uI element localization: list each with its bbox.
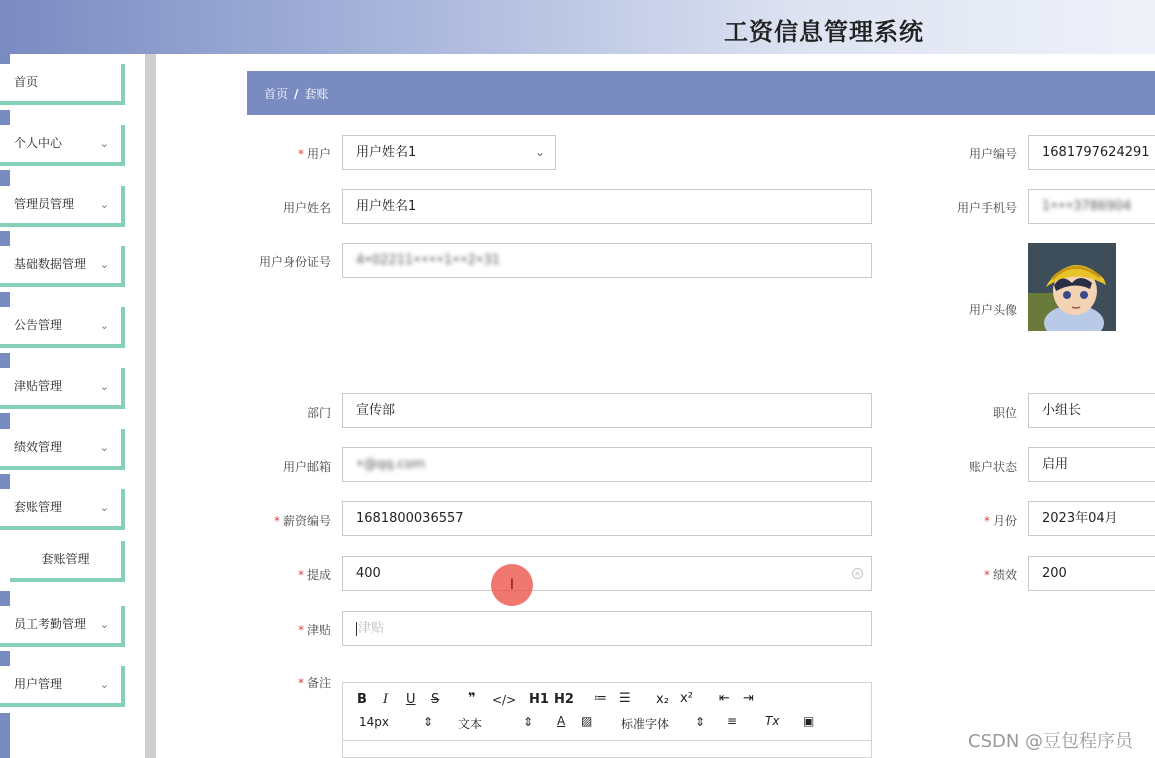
- rich-text-editor[interactable]: [342, 682, 872, 758]
- sidebar-item[interactable]: [0, 489, 125, 530]
- heading2-button[interactable]: H2: [554, 692, 574, 707]
- chevron-down-icon: ⌄: [99, 198, 109, 211]
- user-avatar-label: 用户头像: [968, 303, 1017, 317]
- sidebar-item-label: 首页: [14, 75, 39, 89]
- text-cursor: [356, 622, 357, 636]
- commission-label: * 提成: [297, 568, 331, 582]
- sidebar-item[interactable]: [0, 246, 125, 287]
- bold-button[interactable]: B: [357, 692, 367, 707]
- position-field[interactable]: 小组长: [1028, 393, 1155, 428]
- salary-no-label: * 薪资编号: [273, 514, 331, 528]
- sidebar-item[interactable]: [0, 307, 125, 348]
- account-status-field[interactable]: 启用: [1028, 447, 1155, 482]
- account-status-label: 账户状态: [968, 460, 1017, 474]
- click-indicator: I: [491, 564, 533, 606]
- salary-no-field[interactable]: 1681800036557: [342, 501, 872, 536]
- user-id-field[interactable]: 4•02211••••1••2•31: [342, 243, 872, 278]
- breadcrumb-home[interactable]: 首页: [264, 87, 289, 101]
- align-icon[interactable]: ≡: [727, 714, 738, 728]
- chevron-down-icon: ⌄: [99, 319, 109, 332]
- blockquote-icon[interactable]: ❞: [468, 691, 476, 706]
- ordered-list-icon[interactable]: ≔: [594, 691, 607, 706]
- dept-label: 部门: [306, 406, 331, 420]
- font-family-select[interactable]: 标准字体: [621, 717, 670, 731]
- sidebar-item-label: 津贴管理: [14, 379, 63, 393]
- sidebar-item[interactable]: [0, 186, 125, 227]
- position-label: 职位: [992, 406, 1017, 420]
- sidebar-accent-strip: [0, 713, 10, 758]
- sidebar-accent-strip: [0, 170, 10, 187]
- sidebar-item[interactable]: [0, 429, 125, 470]
- watermark: CSDN @豆包程序员: [968, 731, 1134, 752]
- indent-icon[interactable]: ⇥: [743, 691, 754, 706]
- sidebar-scroll-rail[interactable]: [145, 54, 156, 758]
- sidebar-item-label: 套账管理: [14, 500, 63, 514]
- sidebar-subitem[interactable]: [10, 541, 125, 582]
- heading1-button[interactable]: H1: [529, 692, 549, 707]
- font-family-updown-icon: ⇕: [695, 715, 706, 729]
- clear-format-icon[interactable]: Tx: [765, 714, 780, 728]
- user-name-field[interactable]: 用户姓名1: [342, 189, 872, 224]
- clear-icon[interactable]: ×: [852, 568, 863, 579]
- remark-label: * 备注: [297, 676, 331, 690]
- dept-field[interactable]: 宣传部: [342, 393, 872, 428]
- month-field[interactable]: 2023年04月: [1028, 501, 1155, 536]
- month-label: * 月份: [983, 514, 1017, 528]
- sidebar-item-label: 基础数据管理: [14, 257, 87, 271]
- sidebar-item-label: 用户管理: [14, 677, 63, 691]
- sidebar-item-label: 个人中心: [14, 136, 63, 150]
- allowance-label: * 津贴: [297, 623, 331, 637]
- italic-button[interactable]: I: [383, 692, 389, 707]
- sidebar-item[interactable]: [0, 368, 125, 409]
- breadcrumb-current: 套账: [304, 87, 329, 101]
- sidebar-item[interactable]: [0, 64, 125, 105]
- font-size-select[interactable]: 14px: [359, 715, 389, 729]
- bullet-list-icon[interactable]: ☰: [619, 691, 631, 706]
- sidebar-item-label: 员工考勤管理: [14, 617, 87, 631]
- user-no-label: 用户编号: [968, 147, 1017, 161]
- user-name-label: 用户姓名: [282, 201, 331, 215]
- user-phone-field[interactable]: 1•••3786904: [1028, 189, 1155, 224]
- breadcrumb-bar: [247, 71, 1155, 115]
- sidebar-item-label: 套账管理: [41, 552, 90, 566]
- editor-toolbar: [343, 683, 871, 741]
- text-type-select[interactable]: 文本: [458, 717, 483, 731]
- commission-field[interactable]: 400 ×: [342, 556, 872, 591]
- chevron-down-icon: ⌄: [99, 678, 109, 691]
- breadcrumb-separator: /: [294, 87, 299, 101]
- subscript-button[interactable]: x₂: [656, 692, 669, 707]
- sidebar-item[interactable]: [0, 606, 125, 647]
- chevron-down-icon: ⌄: [99, 441, 109, 454]
- chevron-down-icon: ⌄: [534, 145, 545, 159]
- code-block-icon[interactable]: </>: [492, 693, 517, 707]
- app-title: 工资信息管理系统: [724, 18, 924, 46]
- font-size-updown-icon: ⇕: [423, 715, 434, 729]
- sidebar-accent-strip: [0, 413, 10, 430]
- allowance-input[interactable]: 津贴: [342, 611, 872, 646]
- strike-button[interactable]: S: [431, 692, 440, 707]
- avatar-illustration: [1028, 243, 1116, 331]
- user-no-field[interactable]: 1681797624291: [1028, 135, 1155, 170]
- performance-label: * 绩效: [983, 568, 1017, 582]
- breadcrumb: [264, 85, 328, 102]
- chevron-down-icon: ⌄: [99, 258, 109, 271]
- performance-field[interactable]: 200: [1028, 556, 1155, 591]
- app-header: [0, 0, 1155, 54]
- sidebar-item-label: 公告管理: [14, 318, 63, 332]
- font-color-icon[interactable]: A: [557, 714, 566, 728]
- superscript-button[interactable]: x²: [680, 691, 693, 706]
- user-id-label: 用户身份证号: [258, 255, 331, 269]
- sidebar-item-label: 管理员管理: [14, 197, 75, 211]
- user-select[interactable]: 用户姓名1 ⌄: [342, 135, 556, 170]
- email-label: 用户邮箱: [282, 460, 331, 474]
- background-color-icon[interactable]: ▨: [581, 714, 593, 728]
- image-icon[interactable]: ▣: [803, 714, 815, 728]
- outdent-icon[interactable]: ⇤: [719, 691, 730, 706]
- user-phone-label: 用户手机号: [956, 201, 1017, 215]
- text-type-updown-icon: ⇕: [523, 715, 534, 729]
- chevron-down-icon: ⌄: [99, 380, 109, 393]
- sidebar-item[interactable]: [0, 125, 125, 166]
- chevron-down-icon: ⌄: [99, 618, 109, 631]
- sidebar-item[interactable]: [0, 666, 125, 707]
- email-field[interactable]: •@qq.com: [342, 447, 872, 482]
- chevron-down-icon: ⌄: [99, 137, 109, 150]
- user-label: * 用户: [297, 147, 331, 161]
- sidebar-item-label: 绩效管理: [14, 440, 63, 454]
- user-avatar-image[interactable]: [1028, 243, 1116, 331]
- underline-button[interactable]: U: [406, 692, 416, 707]
- chevron-down-icon: ⌄: [99, 501, 109, 514]
